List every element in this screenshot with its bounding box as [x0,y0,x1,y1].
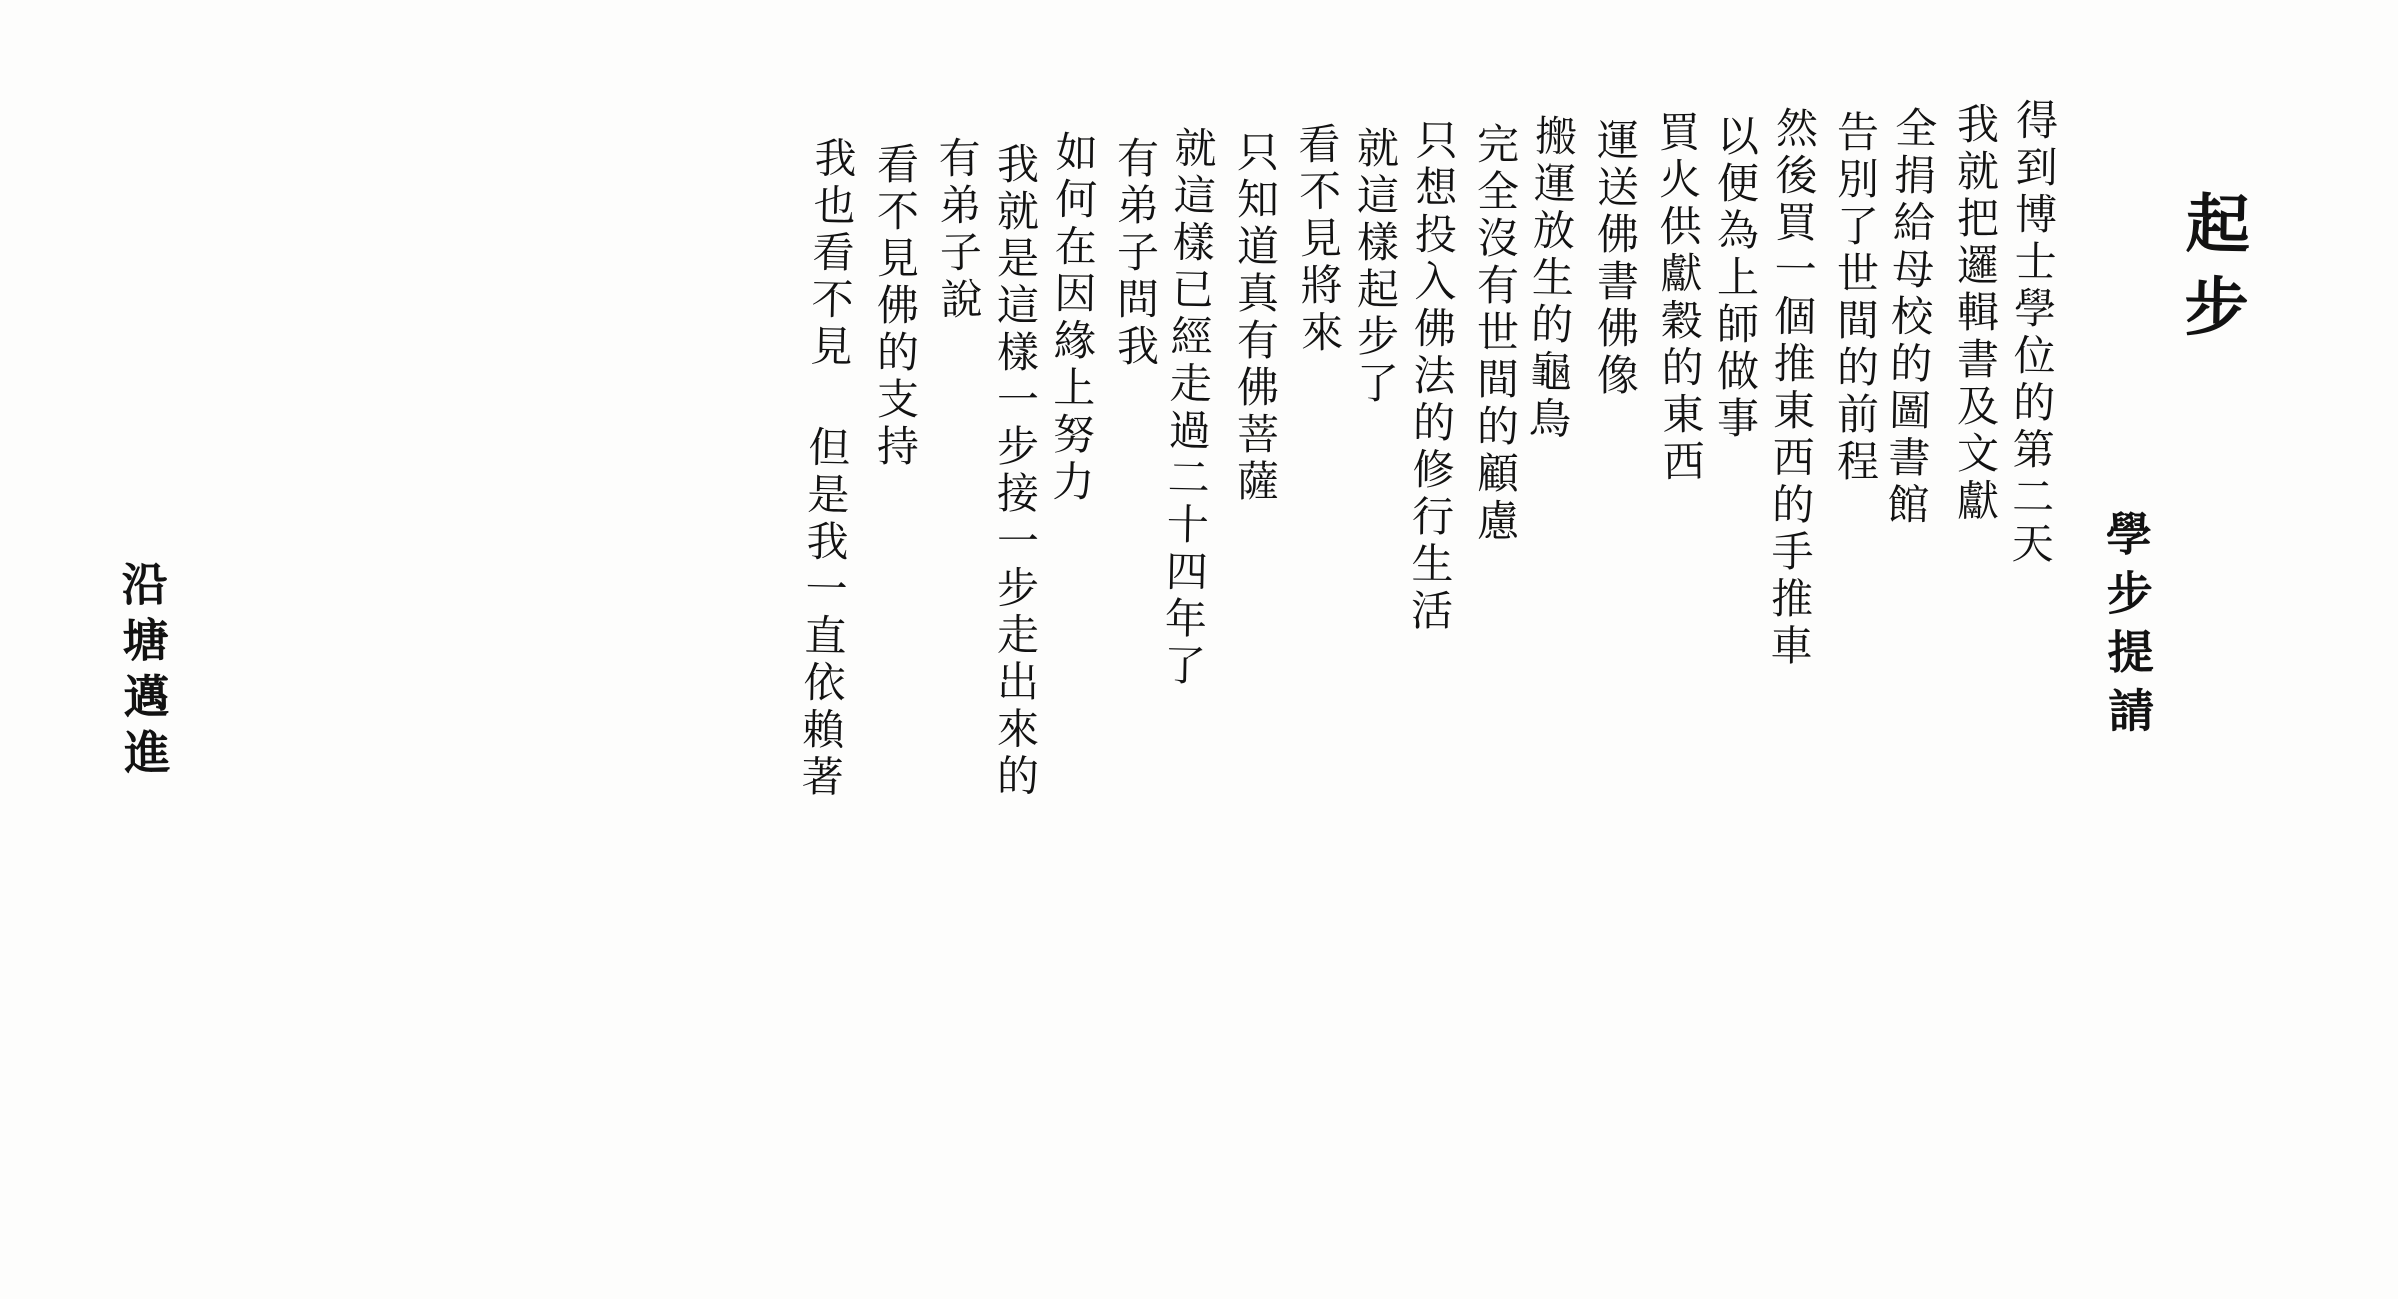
text-column: 有弟子問我 [1111,136,1160,372]
text-column: 運送佛書佛像 [1591,118,1640,401]
text-column: 然後買一個推東西的手推車 [1764,105,1820,671]
text-column: 我就把邏輯書及文獻 [1951,102,2000,526]
text-column: 有弟子說 [932,135,984,325]
text-column: 以便為上師做事 [1711,114,1760,444]
text-column: 買火供獻穀的東西 [1651,109,1707,487]
text-column: 看不見將來 [1292,121,1345,358]
text-column: 我就是這樣一步接一步走出來的 [991,142,1040,801]
text-column: 只知道真有佛菩薩 [1231,130,1280,507]
text-column: 就這樣起步了 [1351,126,1400,409]
text-column: 完全沒有世間的顧慮 [1471,122,1520,546]
text-column: 如何在因緣上努力 [1046,129,1100,507]
document-title: 起步 [2172,189,2251,358]
text-column: 我也看不見 但是我一直依賴著 [795,135,858,802]
text-column: 全捐給母校的圖書館 [1880,105,1939,530]
text-column: 搬運放生的龜鳥 [1522,113,1579,444]
text-column: 就這樣已經走過二十四年了 [1157,125,1219,691]
text-column: 看不見佛的支持 [871,142,920,472]
document-subtitle: 學步提請 [2098,509,2156,746]
signature: 沿塘邁進 [114,559,172,785]
text-column: 只想投入佛法的修行生活 [1404,117,1460,636]
text-column: 得到博士學位的第二天 [2005,97,2060,569]
text-column: 告別了世間的前程 [1831,110,1880,487]
